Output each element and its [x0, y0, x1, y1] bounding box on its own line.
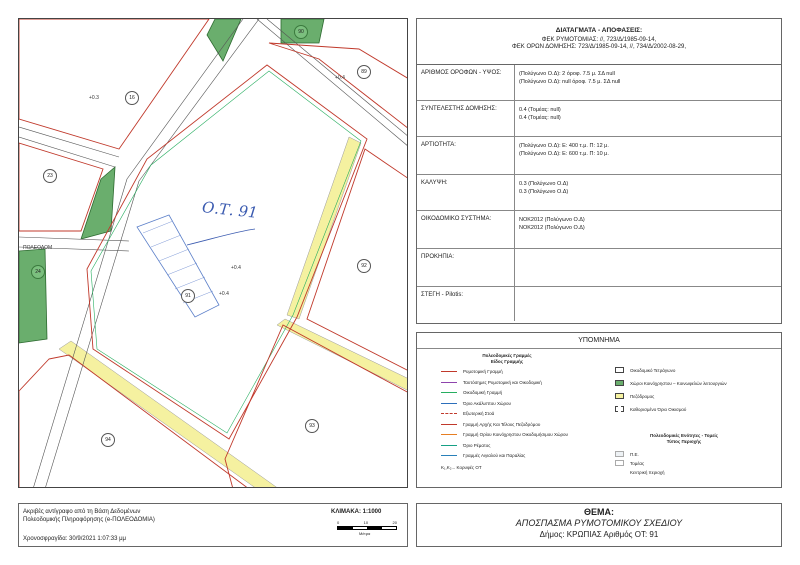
regulation-value [515, 249, 781, 286]
regulation-value: 0.3 (Πολύγωνο Ο.Δ) [519, 189, 569, 195]
scale-tick: 20 [392, 520, 397, 525]
scale-unit: Μέτρα [359, 531, 371, 536]
legend-line-item [441, 411, 494, 416]
regulation-value: (Πολύγωνο Ο.Δ): 2 όροφ. 7.5 μ. ΣΔ null [519, 71, 615, 77]
block-number-90: 90 [294, 25, 308, 39]
legend-line-label: Ταυτόσημες Ρυμοτομική και Οικοδομική [463, 379, 542, 385]
block-number-89: 89 [357, 65, 371, 79]
block-number-94: 94 [101, 433, 115, 447]
regulation-key: ΚΑΛΥΨΗ: [417, 175, 515, 210]
legend-line-swatch [441, 424, 457, 425]
legend-unit-label: Π.Ε. [630, 451, 639, 457]
legend-line-label: Όριο Ακάλυπτου Χώρου [463, 400, 512, 406]
legend-vertex-label: Κ₁,Κ₂... Κορυφές ΟΤ [441, 465, 482, 470]
regulation-key: ΣΤΕΓΗ - Pilotis: [417, 287, 515, 321]
legend-line-swatch [441, 371, 457, 372]
block-16-boundary [19, 19, 209, 149]
legend-area-swatch [615, 380, 624, 386]
regulation-value: (Πολύγωνο Ο.Δ): null όροφ. 7.5 μ. ΣΔ null [519, 79, 621, 85]
regulation-value: (Πολύγωνο Ο.Δ): Ε: 400 τ.μ. Π: 12 μ. [519, 143, 609, 149]
legend-line-label: Οικοδομική Γραμμή [463, 390, 503, 395]
legend-area-swatch [615, 393, 624, 399]
legend-area-label: Οικοδομικό Τετράγωνο [630, 367, 676, 373]
elevation-label-3: +0.4 [231, 265, 241, 271]
map-view[interactable] [18, 18, 408, 488]
subject-municipality: Δήμος: ΚΡΩΠΙΑΣ Αριθμός ΟΤ: 91 [539, 530, 659, 539]
legend-unit-item [615, 469, 665, 475]
legend-unit-swatch [615, 451, 624, 457]
regulation-row [417, 175, 781, 211]
subject-panel [416, 503, 782, 547]
legend-area-item [615, 367, 675, 373]
legend-line-label: Ρυμοτομική Γραμμή [463, 369, 503, 374]
legend-line-swatch [441, 434, 457, 435]
legend-line-label: Εξωτερική Στοά [463, 411, 495, 416]
copy-line-1: Ακριβές αντίγραφο από τη Βάση Δεδομένων [23, 509, 141, 515]
scale-tick: 0 [337, 520, 340, 525]
green-parcel-24 [19, 249, 47, 343]
pedestrian-road-bottom [59, 341, 279, 488]
regulation-value: 0.4 (Τομέας: null) [519, 115, 561, 121]
block-number-23: 23 [43, 169, 57, 183]
regulation-key: ΣΥΝΤΕΛΕΣΤΗΣ ΔΟΜΗΣΗΣ: [417, 101, 515, 136]
elevation-label-2: +0.4 [335, 75, 345, 81]
block-89-boundary [269, 43, 408, 129]
legend-lines-title: Πολεοδομικές Γραμμές Είδος Γραμμής [482, 353, 532, 364]
legend-panel [416, 332, 782, 488]
legend-line-label: Γραμμές Αιγιαλού και Παραλίας [463, 453, 526, 458]
elevation-label-4: +0.4 [219, 291, 229, 297]
legend-line-item [441, 390, 502, 395]
scale-bar [337, 520, 397, 536]
legend-line-swatch [441, 382, 457, 383]
regulation-row [417, 249, 781, 287]
regulation-row [417, 287, 781, 321]
copy-line-2: Πολεοδομικής Πληροφόρησης (e-ΠΟΛΕΟΔΟΜΙΑ) [23, 517, 155, 523]
green-parcel-top [207, 19, 241, 61]
legend-unit-item [615, 460, 644, 466]
legend-area-item [615, 380, 727, 386]
legend-unit-swatch [615, 469, 624, 475]
scale-tick: 10 [363, 520, 369, 525]
subject-title: ΑΠΟΣΠΑΣΜΑ ΡΥΜΟΤΟΜΙΚΟΥ ΣΧΕΔΙΟΥ [515, 518, 683, 528]
pedestrian-road-diagonal [287, 137, 361, 319]
street-label: ΠΟΛΕΟΔΟΜ [23, 245, 53, 251]
regulation-row [417, 137, 781, 175]
legend-line-swatch [441, 455, 457, 456]
legend-area-swatch [615, 406, 624, 412]
regulation-key: ΑΡΙΘΜΟΣ ΟΡΟΦΩΝ - ΥΨΟΣ: [417, 65, 515, 100]
legend-area-item [615, 393, 654, 399]
regulations-title: ΔΙΑΤΑΓΜΑΤΑ - ΑΠΟΦΑΣΕΙΣ: [555, 27, 643, 34]
legend-line-swatch [441, 445, 457, 446]
regulation-value [515, 287, 781, 321]
legend-line-item [441, 369, 503, 374]
map-drawing [19, 19, 408, 488]
block-number-92: 92 [357, 259, 371, 273]
legend-unit-label: Κεντρική περιοχή [630, 469, 665, 475]
legend-line-item [441, 453, 525, 458]
regulation-row [417, 101, 781, 137]
legend-line-label: Γραμμή Ορίου Κοινόχρηστου Οικοδομήσιμου Χώρου [463, 432, 568, 437]
legend-area-label: Καθορισμένο Όριο Οικισμού [630, 406, 687, 412]
legend-line-item [441, 443, 490, 448]
block-number-16: 16 [125, 91, 139, 105]
legend-line-label: Γραμμή Αρχής Και Τέλους Πεζοδρόμου [463, 421, 541, 427]
pedestrian-road-right [277, 319, 408, 391]
handwritten-note: Ο.Τ. 91 [201, 198, 259, 222]
block-number-24: 24 [31, 265, 45, 279]
timestamp: Χρονοσφραγίδα: 30/9/2021 1:07:33 μμ [23, 536, 126, 542]
legend-line-item [441, 380, 542, 385]
footer-info [18, 503, 408, 547]
regulation-value: ΝΟΚ2012 (Πολύγωνο Ο.Δ) [519, 225, 585, 231]
legend-area-item [615, 406, 686, 412]
regulation-value: (Πολύγωνο Ο.Δ): Ε: 600 τ.μ. Π: 10 μ. [519, 151, 609, 157]
regulation-row [417, 211, 781, 249]
fek-oron: ΦΕΚ ΟΡΩΝ ΔΟΜΗΣΗΣ: 723/Δ/1985-09-14, //, 734/Δ/2002-08-29, [511, 44, 686, 50]
legend-line-item [441, 422, 540, 427]
legend-area-label: Χώροι Κοινόχρηστου – Κοινωφελών λειτουργιών [630, 380, 727, 386]
legend-line-label: Όριο Ρέματος [463, 442, 491, 448]
legend-units-title: Πολεοδομικές Ενότητες - Τομείς Τύπος Περιοχής [649, 433, 718, 444]
regulation-key: ΠΡΟΚΗΠΙΑ: [417, 249, 515, 286]
regulation-value: 0.4 (Τομέας: null) [519, 107, 561, 113]
legend-area-swatch [615, 367, 624, 373]
regulation-key: ΑΡΤΙΟΤΗΤΑ: [417, 137, 515, 174]
regulations-header [417, 19, 781, 65]
legend-line-item [441, 432, 568, 437]
legend-area-label: Πεζόδρομος [630, 393, 655, 399]
subject-heading: ΘΕΜΑ: [584, 507, 614, 517]
elevation-label-1: +0.3 [89, 95, 99, 101]
legend-line-swatch [441, 392, 457, 393]
regulation-value: ΝΟΚ2012 (Πολύγωνο Ο.Δ) [519, 217, 585, 223]
regulation-value: 0.3 (Πολύγωνο Ο.Δ) [519, 181, 569, 187]
block-number-91: 91 [181, 289, 195, 303]
block-number-93: 93 [305, 419, 319, 433]
legend-unit-label: Τομέας [630, 460, 645, 466]
regulation-key: ΟΙΚΟΔΟΜΙΚΟ ΣΥΣΤΗΜΑ: [417, 211, 515, 248]
legend-line-item [441, 401, 511, 406]
block-93-boundary [225, 325, 408, 488]
regulation-row [417, 65, 781, 101]
legend-title: ΥΠΟΜΝΗΜΑ [417, 333, 781, 349]
scale-label: ΚΛΙΜΑΚΑ: 1:1000 [331, 509, 382, 515]
legend-unit-swatch [615, 460, 624, 466]
legend-line-swatch [441, 413, 457, 414]
legend-line-swatch [441, 403, 457, 404]
fek-rymotomias: ΦΕΚ ΡΥΜΟΤΟΜΙΑΣ: //, 723/Δ/1985-09-14, [541, 37, 657, 43]
regulations-panel [416, 18, 782, 324]
green-parcel-left [81, 167, 115, 239]
legend-unit-item [615, 451, 639, 457]
